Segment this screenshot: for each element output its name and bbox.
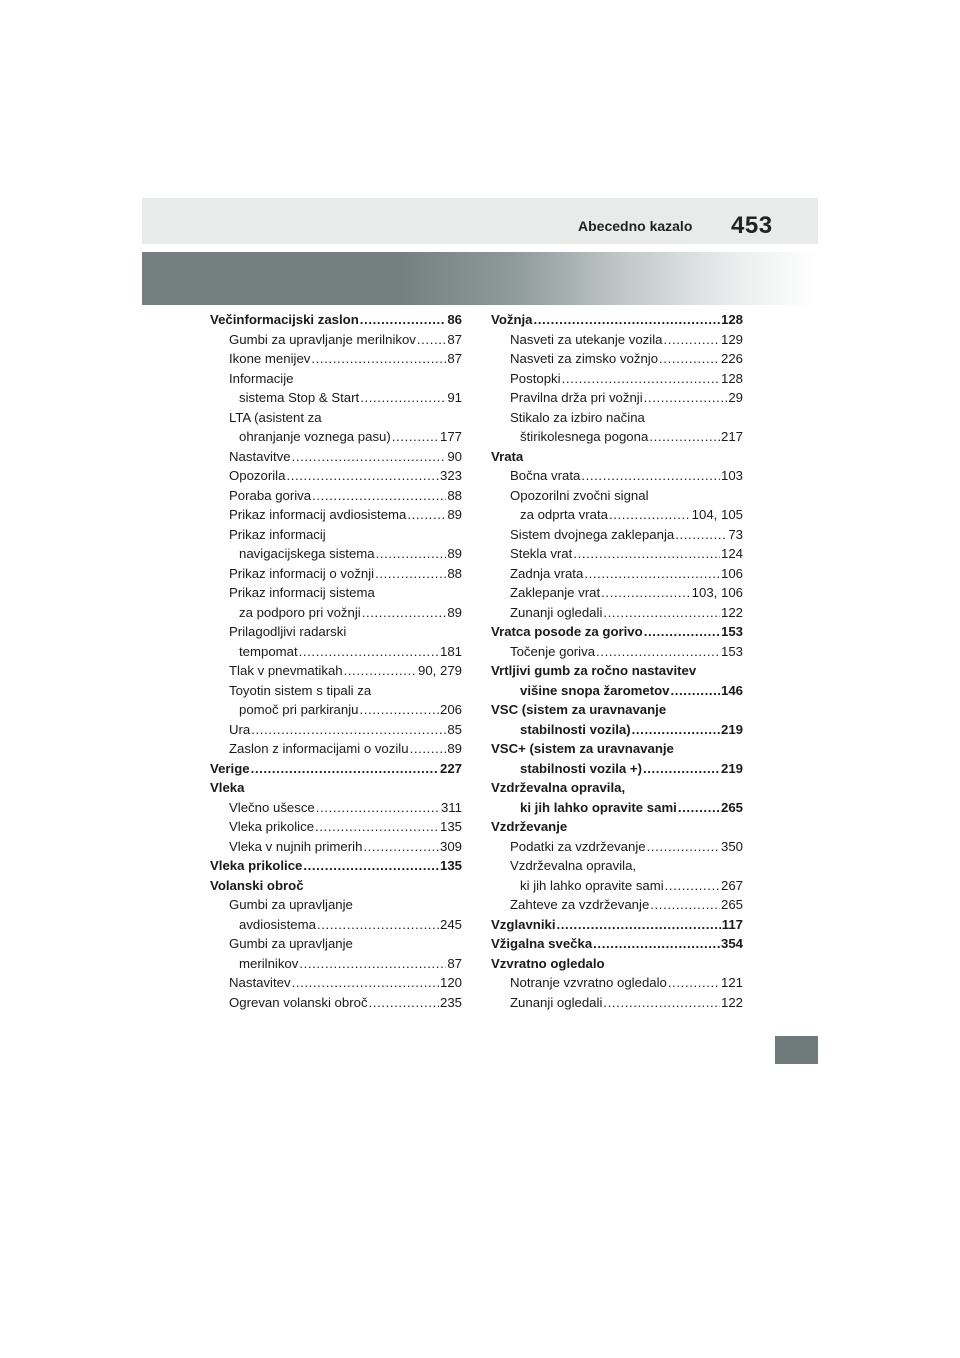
dot-leader (410, 739, 447, 759)
index-entry-term: Vratca posode za gorivo (491, 624, 643, 639)
index-entry-term: Prikaz informacij o vožnji (229, 565, 375, 581)
index-entry-term: ki jih lahko opravite sami (520, 799, 677, 815)
index-entry (210, 525, 462, 545)
dot-leader (644, 388, 728, 408)
index-entry-term: Ikone menijev (229, 351, 311, 366)
index-entry (491, 759, 743, 779)
index-entry-page: 265 (720, 897, 743, 912)
index-entry-term: Vzdrževanje (491, 819, 568, 834)
index-entry (491, 934, 743, 954)
index-entry (491, 525, 743, 545)
index-entry-term: Vrata (491, 448, 524, 464)
index-entry-page: 103 (720, 468, 743, 483)
index-entry-page: 91 (447, 390, 462, 405)
index-entry (491, 700, 743, 720)
dot-leader (312, 486, 446, 506)
index-entry-page: 265 (720, 799, 743, 815)
index-entry-page: 267 (720, 877, 743, 893)
index-entry-term: Nastavitev (229, 975, 291, 990)
dot-leader (417, 330, 446, 350)
index-entry-page: 103, 106 (691, 585, 743, 600)
index-entry (491, 642, 743, 662)
dot-leader (603, 603, 720, 623)
index-column-right (491, 310, 743, 1012)
dot-leader (534, 310, 720, 330)
index-entry (491, 408, 743, 428)
dot-leader (369, 993, 439, 1013)
index-entry-term: stabilnosti vozila) (520, 721, 631, 737)
index-entry-page: 245 (439, 916, 462, 932)
index-entry-term: Prikaz informacij sistema (229, 585, 375, 600)
index-entry-term: Verige (210, 760, 250, 776)
index-entry (210, 408, 462, 428)
index-entry (210, 798, 462, 818)
dot-leader (596, 642, 720, 662)
index-entry (210, 447, 462, 467)
index-entry (491, 681, 743, 701)
index-entry-term: Podatki za vzdrževanje (510, 838, 646, 854)
index-entry-term: ki jih lahko opravite sami (520, 877, 664, 893)
index-entry-term: višine snopa žarometov (520, 682, 670, 698)
index-entry (491, 349, 743, 369)
index-entry (210, 934, 462, 954)
index-entry (210, 466, 462, 486)
index-entry (491, 622, 743, 642)
index-entry-page: 323 (439, 468, 462, 483)
index-entry-page: 177 (439, 429, 462, 444)
index-entry (210, 993, 462, 1013)
dot-leader (609, 505, 691, 525)
dot-leader (573, 544, 720, 564)
dot-leader (311, 349, 446, 369)
dot-leader (363, 837, 439, 857)
index-entry-page: 121 (720, 975, 743, 990)
index-entry (210, 856, 462, 876)
index-entry-term: Volanski obroč (210, 877, 304, 893)
index-entry-page: 104, 105 (691, 507, 743, 522)
index-entry-page: 135 (439, 858, 462, 873)
index-entry-term: Vleka v nujnih primerih (229, 838, 363, 854)
page-number: 453 (731, 212, 773, 239)
index-entry-page: 122 (720, 604, 743, 620)
index-entry-page: 88 (447, 565, 462, 581)
index-entry (491, 369, 743, 389)
index-entry-page: 73 (728, 526, 743, 542)
dot-leader (632, 720, 720, 740)
dot-leader (360, 310, 447, 330)
dot-leader (292, 447, 447, 467)
index-entry-page: 354 (720, 936, 743, 951)
index-entry-page: 129 (720, 331, 743, 347)
dot-leader (603, 993, 720, 1013)
index-entry-page: 90 (447, 448, 462, 464)
index-entry-term: Stekla vrat (510, 546, 573, 561)
index-entry-term: sistema Stop & Start (239, 390, 360, 405)
index-entry-page: 124 (720, 546, 743, 561)
index-entry-term: Vleka prikolice (210, 858, 303, 873)
index-entry-term: navigacijskega sistema (239, 546, 375, 561)
index-entry-term: Stikalo za izbiro načina (510, 409, 645, 425)
index-entry (491, 954, 743, 974)
index-entry-term: Prikaz informacij (229, 526, 326, 542)
dot-leader (671, 681, 720, 701)
index-entry-term: merilnikov (239, 955, 299, 971)
index-entry (210, 349, 462, 369)
index-entry (210, 544, 462, 564)
index-entry (210, 622, 462, 642)
index-entry (210, 369, 462, 389)
index-entry-term: za odprta vrata (520, 507, 608, 522)
index-entry (210, 486, 462, 506)
index-entry-term: Zaklepanje vrat (510, 585, 601, 600)
index-entry-page: 117 (721, 916, 743, 932)
index-entry-term: Vrtljivi gumb za ročno nastavitev (491, 663, 697, 678)
index-entry (210, 915, 462, 935)
index-entry-term: Prilagodljivi radarski (229, 624, 347, 639)
index-entry-page: 128 (720, 312, 743, 327)
index-entry-page: 89 (447, 546, 462, 561)
index-entry (210, 564, 462, 584)
index-entry-term: Poraba goriva (229, 487, 312, 503)
index-entry (210, 739, 462, 759)
index-entry (210, 778, 462, 798)
index-entry-page: 88 (447, 487, 462, 503)
dot-leader (316, 798, 440, 818)
dot-leader (344, 661, 417, 681)
index-entry-term: Zaslon z informacijami o vozilu (229, 741, 409, 756)
index-entry-page: 219 (720, 760, 743, 776)
dot-leader (303, 856, 439, 876)
index-entry-term: Vleka (210, 780, 245, 795)
index-entry-page: 86 (447, 312, 462, 327)
index-entry-page: 85 (447, 721, 462, 737)
dot-leader (593, 934, 720, 954)
index-entry (210, 876, 462, 896)
index-entry-term: pomoč pri parkiranju (239, 702, 359, 717)
index-entry-term: tempomat (239, 643, 298, 659)
index-entry-page: 87 (447, 351, 462, 366)
index-entry-term: avdiosistema (239, 916, 316, 932)
index-entry (210, 310, 462, 330)
index-entry-term: Nasveti za zimsko vožnjo (510, 351, 659, 366)
index-entry (210, 817, 462, 837)
index-entry-page: 135 (439, 819, 462, 834)
index-entry (491, 856, 743, 876)
index-entry-term: stabilnosti vozila +) (520, 760, 643, 776)
index-entry (210, 330, 462, 350)
index-entry-page: 181 (439, 643, 462, 659)
index-entry-page: 217 (720, 429, 743, 444)
index-entry-page: 309 (439, 838, 462, 854)
index-entry-page: 89 (447, 741, 462, 756)
index-entry (491, 310, 743, 330)
index-entry-term: Toyotin sistem s tipali za (229, 682, 372, 698)
index-entry (210, 973, 462, 993)
dot-leader (644, 622, 720, 642)
index-entry-term: Ura (229, 721, 251, 737)
index-entry (491, 466, 743, 486)
decorative-gradient-bar (142, 252, 818, 305)
dot-leader (407, 505, 446, 525)
section-title: Abecedno kazalo (578, 218, 693, 234)
dot-leader (375, 564, 446, 584)
index-entry (491, 330, 743, 350)
dot-leader (643, 759, 720, 779)
index-entry-page: 146 (720, 682, 743, 698)
index-entry (210, 759, 462, 779)
dot-leader (251, 759, 439, 779)
index-entry (210, 388, 462, 408)
dot-leader (299, 954, 446, 974)
dot-leader (649, 427, 720, 447)
index-entry-page: 89 (447, 604, 462, 620)
index-entry-page: 153 (720, 624, 743, 639)
index-entry-page: 87 (447, 955, 462, 971)
dot-leader (299, 642, 439, 662)
index-entry-term: Gumbi za upravljanje merilnikov (229, 331, 416, 347)
index-entry-page: 89 (447, 507, 462, 522)
index-entry-term: Nastavitve (229, 448, 291, 464)
index-entry-term: Nasveti za utekanje vozila (510, 331, 663, 347)
dot-leader (581, 466, 720, 486)
index-entry-page: 219 (720, 721, 743, 737)
index-entry-page: 120 (439, 975, 462, 990)
index-entry-page: 87 (447, 331, 462, 347)
index-entry-term: Zadnja vrata (510, 565, 584, 581)
index-entry-term: Notranje vzvratno ogledalo (510, 975, 667, 990)
header-band (142, 198, 818, 244)
index-entry (491, 544, 743, 564)
index-entry-term: Opozorila (229, 468, 286, 483)
index-entry-page: 122 (720, 994, 743, 1010)
index-entry (491, 973, 743, 993)
dot-leader (317, 915, 439, 935)
dot-leader (675, 525, 727, 545)
index-entry-term: Vzglavniki (491, 916, 556, 932)
index-entry-page: 153 (720, 643, 743, 659)
index-entry-term: Zahteve za vzdrževanje (510, 897, 650, 912)
dot-leader (315, 817, 439, 837)
index-entry (491, 388, 743, 408)
index-entry-term: Vzvratno ogledalo (491, 955, 605, 971)
index-entry-term: Vlečno ušesce (229, 799, 315, 815)
index-entry (210, 681, 462, 701)
index-entry (491, 817, 743, 837)
dot-leader (251, 720, 446, 740)
index-entry-term: Pravilna drža pri vožnji (510, 390, 643, 405)
index-entry-page: 128 (720, 370, 743, 386)
index-entry-term: Bočna vrata (510, 468, 581, 483)
index-entry-page: 226 (720, 351, 743, 366)
dot-leader (584, 564, 720, 584)
index-entry-page: 90, 279 (418, 663, 462, 678)
dot-leader (659, 349, 720, 369)
index-entry (491, 447, 743, 467)
index-entry-page: 235 (439, 994, 462, 1010)
index-entry-term: Opozorilni zvočni signal (510, 487, 649, 503)
index-entry-term: Zunanji ogledali (510, 994, 603, 1010)
index-entry-term: Prikaz informacij avdiosistema (229, 507, 407, 522)
chapter-tab (775, 1036, 818, 1064)
index-entry-term: Večinformacijski zaslon (210, 312, 359, 327)
dot-leader (286, 466, 439, 486)
index-entry (210, 895, 462, 915)
index-entry (210, 700, 462, 720)
dot-leader (362, 603, 447, 623)
index-entry (491, 427, 743, 447)
index-entry-term: za podporo pri vožnji (239, 604, 361, 620)
index-entry (491, 486, 743, 506)
index-entry (210, 505, 462, 525)
index-entry (491, 564, 743, 584)
index-entry (210, 720, 462, 740)
index-entry-term: Postopki (510, 370, 561, 386)
dot-leader (359, 700, 439, 720)
dot-leader (678, 798, 720, 818)
index-entry (491, 661, 743, 681)
index-entry (210, 427, 462, 447)
index-entry (491, 583, 743, 603)
index-entry (491, 720, 743, 740)
index-entry (210, 661, 462, 681)
index-entry (210, 837, 462, 857)
index-entry-term: Sistem dvojnega zaklepanja (510, 526, 675, 542)
index-entry-term: Gumbi za upravljanje (229, 936, 353, 951)
dot-leader (601, 583, 690, 603)
index-entry-page: 350 (720, 838, 743, 854)
index-entry-term: Gumbi za upravljanje (229, 897, 353, 912)
index-entry-term: Ogrevan volanski obroč (229, 994, 368, 1010)
index-entry (491, 739, 743, 759)
index-entry-term: Vzdrževalna opravila, (491, 780, 626, 795)
index-entry-term: LTA (asistent za (229, 409, 322, 425)
index-entry (491, 778, 743, 798)
index-entry (491, 837, 743, 857)
index-entry-page: 29 (728, 390, 743, 405)
dot-leader (647, 837, 720, 857)
dot-leader (557, 915, 721, 935)
index-entry (491, 876, 743, 896)
index-entry-page: 106 (720, 565, 743, 581)
index-entry-term: Vžigalna svečka (491, 936, 593, 951)
dot-leader (376, 544, 447, 564)
index-entry-term: ohranjanje voznega pasu) (239, 429, 391, 444)
index-entry (491, 895, 743, 915)
dot-leader (665, 876, 720, 896)
dot-leader (668, 973, 720, 993)
index-entry-term: Zunanji ogledali (510, 604, 603, 620)
index-entry-term: Tlak v pnevmatikah (229, 663, 343, 678)
dot-leader (562, 369, 720, 389)
index-entry-term: Vožnja (491, 312, 533, 327)
index-column-left (210, 310, 462, 1012)
index-entry (491, 993, 743, 1013)
dot-leader (650, 895, 720, 915)
index-entry (491, 505, 743, 525)
index-entry-term: Točenje goriva (510, 643, 596, 659)
index-entry-term: Vzdrževalna opravila, (510, 858, 637, 873)
index-entry (210, 603, 462, 623)
dot-leader (663, 330, 720, 350)
index-entry-term: VSC (sistem za uravnavanje (491, 702, 667, 717)
index-entry (491, 603, 743, 623)
index-entry-term: štirikolesnega pogona (520, 429, 649, 444)
index-entry-term: Vleka prikolice (229, 819, 315, 834)
index-entry-term: VSC+ (sistem za uravnavanje (491, 741, 674, 756)
index-entry (491, 798, 743, 818)
index-entry (210, 954, 462, 974)
index-entry (210, 642, 462, 662)
index-entry-term: Informacije (229, 370, 294, 386)
dot-leader (392, 427, 439, 447)
dot-leader (292, 973, 439, 993)
index-entry-page: 227 (439, 760, 462, 776)
index-entry-page: 311 (440, 799, 462, 815)
index-entry-page: 206 (439, 702, 462, 717)
index-entry (210, 583, 462, 603)
dot-leader (360, 388, 446, 408)
index-entry (491, 915, 743, 935)
